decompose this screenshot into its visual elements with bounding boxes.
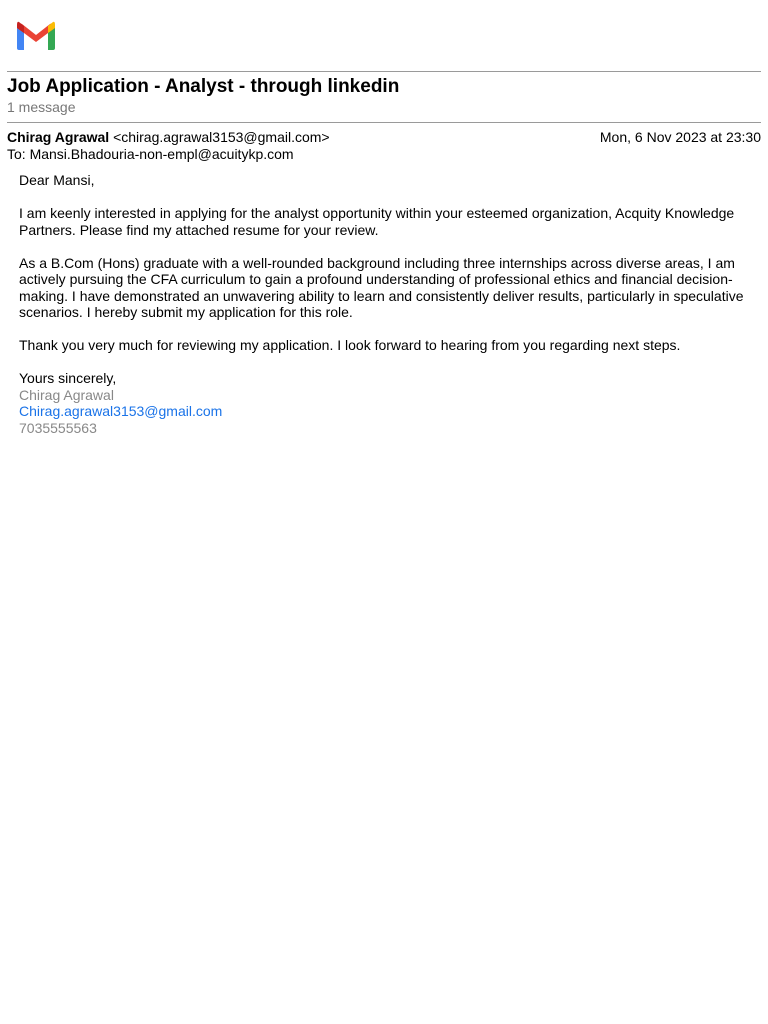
sender-email: <chirag.agrawal3153@gmail.com> <box>113 129 330 145</box>
email-body <box>19 172 759 436</box>
signature-phone: 7035555563 <box>19 419 97 436</box>
signature-name: Chirag Agrawal <box>19 386 114 403</box>
body-paragraph: As a B.Com (Hons) graduate with a well-rounded background including three internships across diverse areas, I am actively pursuing the CFA curriculum to gain a profound understanding of professional ethics and financial decision-making. I have demonstrated an unwavering ability to learn and consistently deliver results, particularly in speculative scenarios. I hereby submit my application for this role. <box>19 254 744 320</box>
email-subject: Job Application - Analyst - through linkedin <box>7 76 400 97</box>
subject-divider <box>7 122 761 123</box>
sender-name: Chirag Agrawal <box>7 129 110 145</box>
signature-block <box>19 370 759 436</box>
message-count: 1 message <box>7 99 76 115</box>
sender-line <box>7 129 330 145</box>
greeting: Dear Mansi, <box>19 172 95 188</box>
signature-email-link[interactable]: Chirag.agrawal3153@gmail.com <box>19 403 223 419</box>
email-date: Mon, 6 Nov 2023 at 23:30 <box>599 129 761 145</box>
closing: Yours sincerely, <box>19 370 117 386</box>
header-divider <box>7 71 761 72</box>
recipient-line: To: Mansi.Bhadouria-non-empl@acuitykp.com <box>7 146 294 162</box>
body-paragraph: I am keenly interested in applying for the analyst opportunity within your esteemed organization, Acquity Knowledge Partners. Please find my attached resume for your review. <box>19 205 735 238</box>
body-paragraph: Thank you very much for reviewing my application. I look forward to hearing from you regarding next steps. <box>19 337 681 353</box>
gmail-logo-icon <box>8 8 64 58</box>
